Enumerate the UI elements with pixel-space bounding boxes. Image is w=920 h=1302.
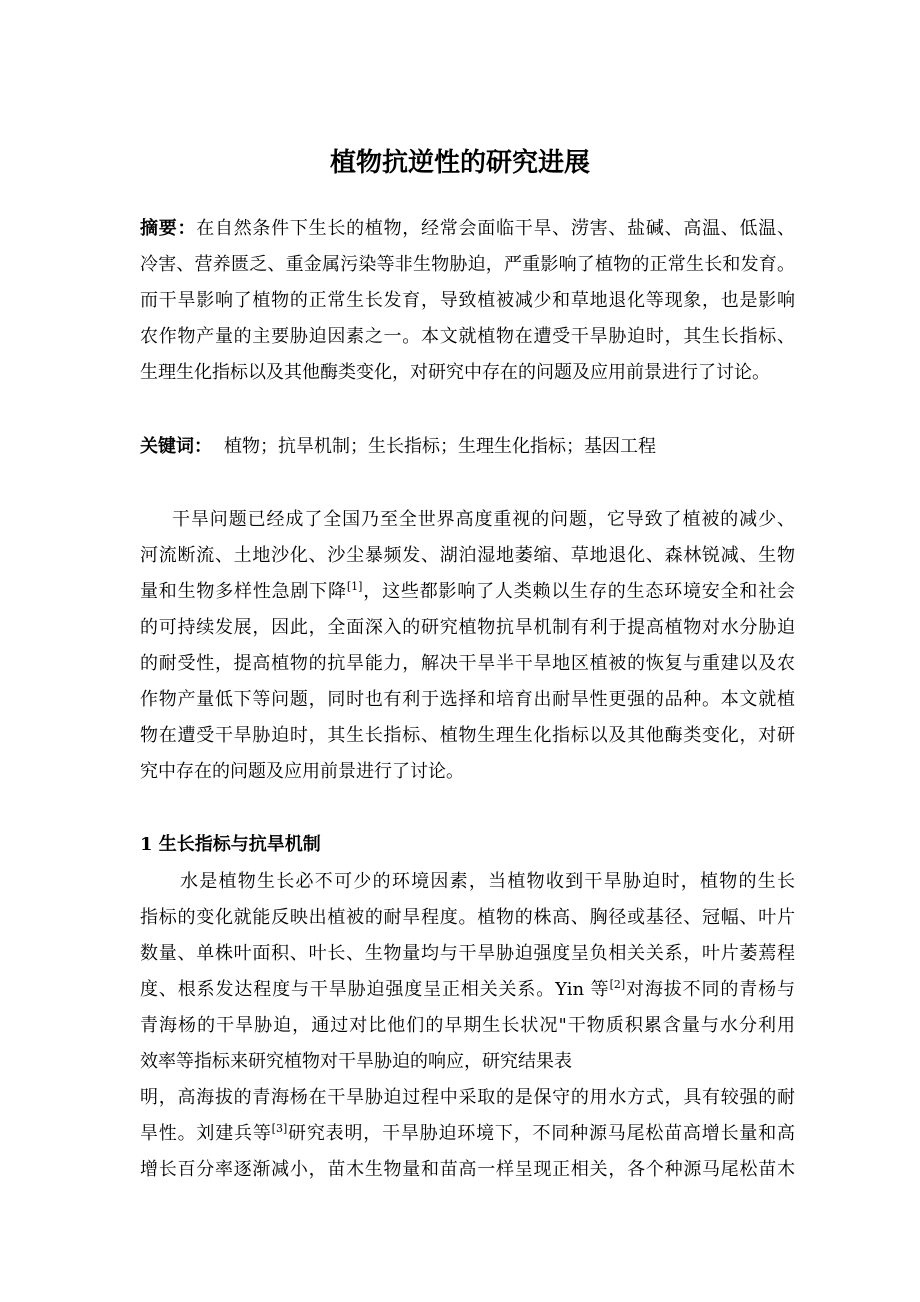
paragraph-line: 指标的变化就能反映出植被的耐旱程度。植物的株高、胸径或基径、冠幅、叶片 — [140, 907, 795, 928]
section-heading — [140, 827, 795, 863]
keywords-line — [140, 429, 795, 465]
intro-paragraph — [140, 502, 795, 790]
paragraph-line — [140, 574, 795, 610]
line-text: 对海拔不同的青杨与 — [625, 979, 795, 1000]
paragraph-line: 究中存在的问题及应用前景进行了讨论。 — [140, 761, 464, 782]
abstract — [140, 211, 795, 391]
keywords-text: 植物；抗旱机制；生长指标；生理生化指标；基因工程 — [224, 436, 656, 457]
section-body — [140, 864, 795, 1188]
abstract-line: 而干旱影响了植物的正常生长发育，导致植被减少和草地退化等现象，也是影响 — [140, 290, 795, 311]
abstract-line: 冷害、营养匮乏、重金属污染等非生物胁迫，严重影响了植物的正常生长和发育。 — [140, 254, 795, 275]
paragraph-line: 水是植物生长必不可少的环境因素，当植物收到干旱胁迫时，植物的生长 — [180, 871, 795, 892]
line-text: 度、根系发达程度与干旱胁迫强度呈正相关关系。Yin 等 — [140, 979, 610, 1000]
paragraph-line: 的耐受性，提高植物的抗旱能力，解决干旱半干旱地区植被的恢复与重建以及农 — [140, 653, 795, 674]
abstract-text: 在自然条件下生长的植物，经常会面临干旱、涝害、盐碱、高温、低温、 — [196, 218, 795, 239]
paragraph-line — [140, 972, 795, 1008]
page-title: 植物抗逆性的研究进展 — [329, 148, 590, 178]
paragraph-line: 的可持续发展，因此，全面深入的研究植物抗旱机制有利于提高植物对水分胁迫 — [140, 617, 795, 638]
citation-ref: [3] — [271, 1122, 288, 1135]
paragraph-line: 物在遭受干旱胁迫时，其生长指标、植物生理生化指标以及其他酶类变化，对研 — [140, 725, 795, 746]
paragraph-line: 青海杨的干旱胁迫，通过对比他们的早期生长状况"干物质积累含量与水分利用 — [140, 1015, 795, 1036]
paragraph-line: 河流断流、土地沙化、沙尘暴频发、湖泊湿地萎缩、草地退化、森林锐减、生物 — [140, 545, 795, 566]
paragraph-line: 作物产量低下等问题，同时也有利于选择和培育出耐旱性更强的品种。本文就植 — [140, 689, 795, 710]
section-heading-text: 1 生长指标与抗旱机制 — [140, 834, 321, 855]
line-text: 旱性。刘建兵等 — [140, 1123, 272, 1144]
paragraph-line: 明，高海拔的青海杨在干旱胁迫过程中采取的是保守的用水方式，具有较强的耐 — [140, 1087, 795, 1108]
keywords-label: 关键词： — [140, 436, 212, 457]
paragraph-line: 干旱问题已经成了全国乃至全世界高度重视的问题，它导致了植被的减少、 — [172, 509, 795, 530]
abstract-line: 农作物产量的主要胁迫因素之一。本文就植物在遭受干旱胁迫时，其生长指标、 — [140, 326, 795, 347]
keywords — [140, 429, 795, 465]
line-text: 量和生物多样性急剧下降 — [140, 581, 347, 602]
line-text: ，这些都影响了人类赖以生存的生态环境安全和社会 — [362, 581, 795, 602]
abstract-line — [140, 211, 795, 247]
line-text: 研究表明，干旱胁迫环境下，不同种源马尾松苗高增长量和高 — [287, 1123, 795, 1144]
citation-ref: [1] — [346, 580, 363, 593]
citation-ref: [2] — [609, 978, 626, 991]
paragraph-line: 增长百分率逐渐减小，苗木生物量和苗高一样呈现正相关，各个种源马尾松苗木 — [140, 1159, 795, 1180]
paragraph-line: 效率等指标来研究植物对干旱胁迫的响应，研究结果表 — [140, 1051, 572, 1072]
abstract-line: 生理生化指标以及其他酶类变化，对研究中存在的问题及应用前景进行了讨论。 — [140, 362, 770, 383]
paragraph-line: 数量、单株叶面积、叶长、生物量均与干旱胁迫强度呈负相关关系，叶片萎蔫程 — [140, 943, 795, 964]
paragraph-line — [140, 1116, 795, 1152]
abstract-label: 摘要： — [140, 218, 197, 239]
